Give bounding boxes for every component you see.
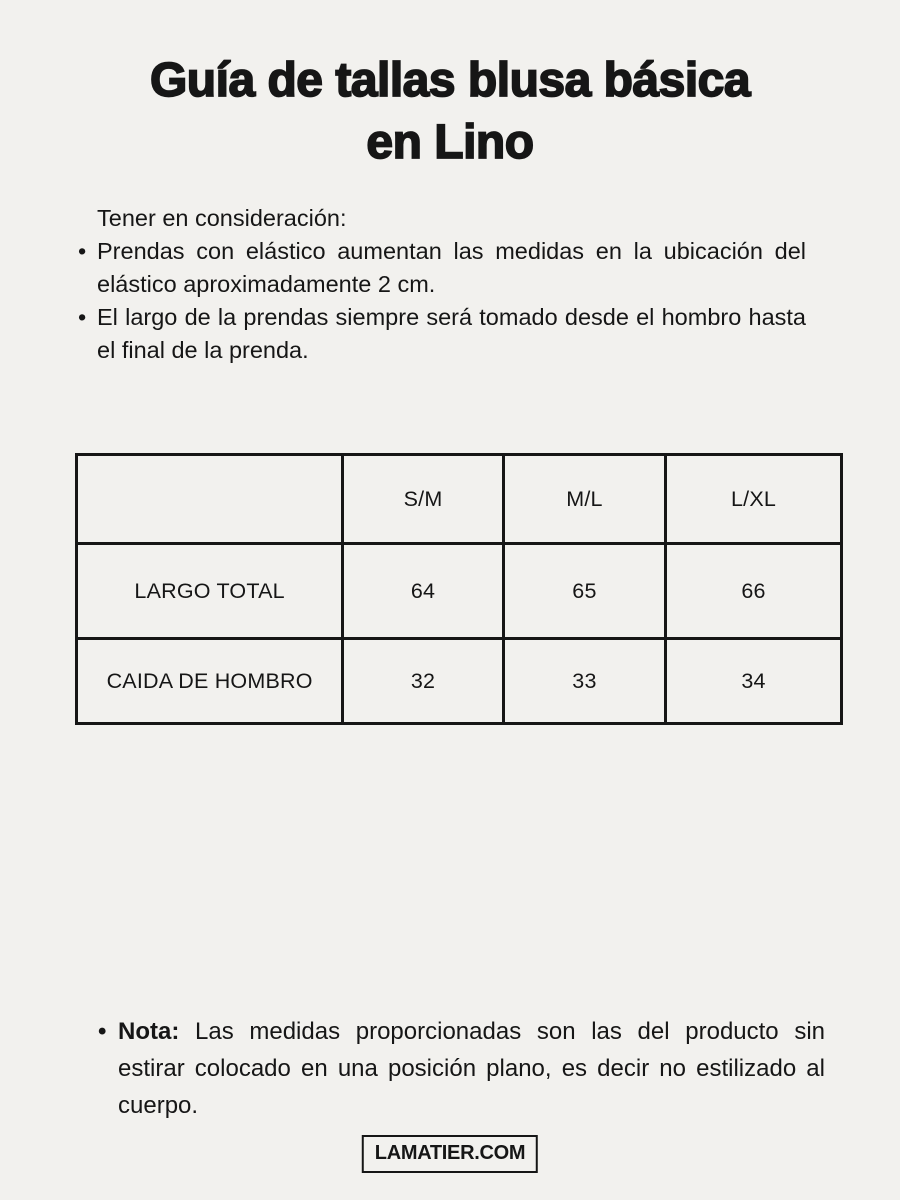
brand-badge — [362, 1135, 538, 1173]
row-label: CAIDA DE HOMBRO — [77, 639, 343, 724]
table-corner-cell — [77, 455, 343, 544]
value-cell: 64 — [343, 544, 504, 639]
table-row — [77, 544, 842, 639]
value-cell: 32 — [343, 639, 504, 724]
consideration-text: El largo de la prendas siempre será tomado desde el hombro hasta el final de la prenda. — [97, 304, 806, 363]
list-item — [78, 301, 806, 367]
column-header-lxl: L/XL — [666, 455, 842, 544]
value-cell: 65 — [503, 544, 665, 639]
bullet-icon: • — [78, 238, 87, 264]
value-cell: 33 — [503, 639, 665, 724]
note-text: Las medidas proporcionadas son las del producto sin estirar colocado en una posición plano, es decir no estilizado al cuerpo. — [118, 1018, 825, 1119]
note-label: Nota: — [118, 1018, 180, 1045]
considerations-heading: Tener en consideración: — [97, 205, 347, 231]
considerations-list — [78, 235, 806, 367]
page-title-line-1: Guía de tallas blusa básica — [149, 54, 751, 107]
bullet-icon: • — [78, 304, 87, 330]
note-section — [98, 1013, 825, 1124]
row-label: LARGO TOTAL — [77, 544, 343, 639]
brand-text: LAMATIER.COM — [374, 1142, 526, 1164]
table-row — [77, 639, 842, 724]
consideration-text: Prendas con elástico aumentan las medidas en la ubicación del elástico aproximadamente 2 cm. — [97, 238, 806, 297]
page-title — [0, 50, 900, 174]
considerations-section — [78, 202, 806, 367]
page-title-line-2: en Lino — [366, 116, 534, 169]
value-cell: 66 — [666, 544, 842, 639]
column-header-ml: M/L — [503, 455, 665, 544]
value-cell: 34 — [666, 639, 842, 724]
size-table — [75, 453, 843, 725]
list-item — [78, 235, 806, 301]
table-header-row — [77, 455, 842, 544]
bullet-icon: • — [98, 1018, 107, 1045]
column-header-sm: S/M — [343, 455, 504, 544]
